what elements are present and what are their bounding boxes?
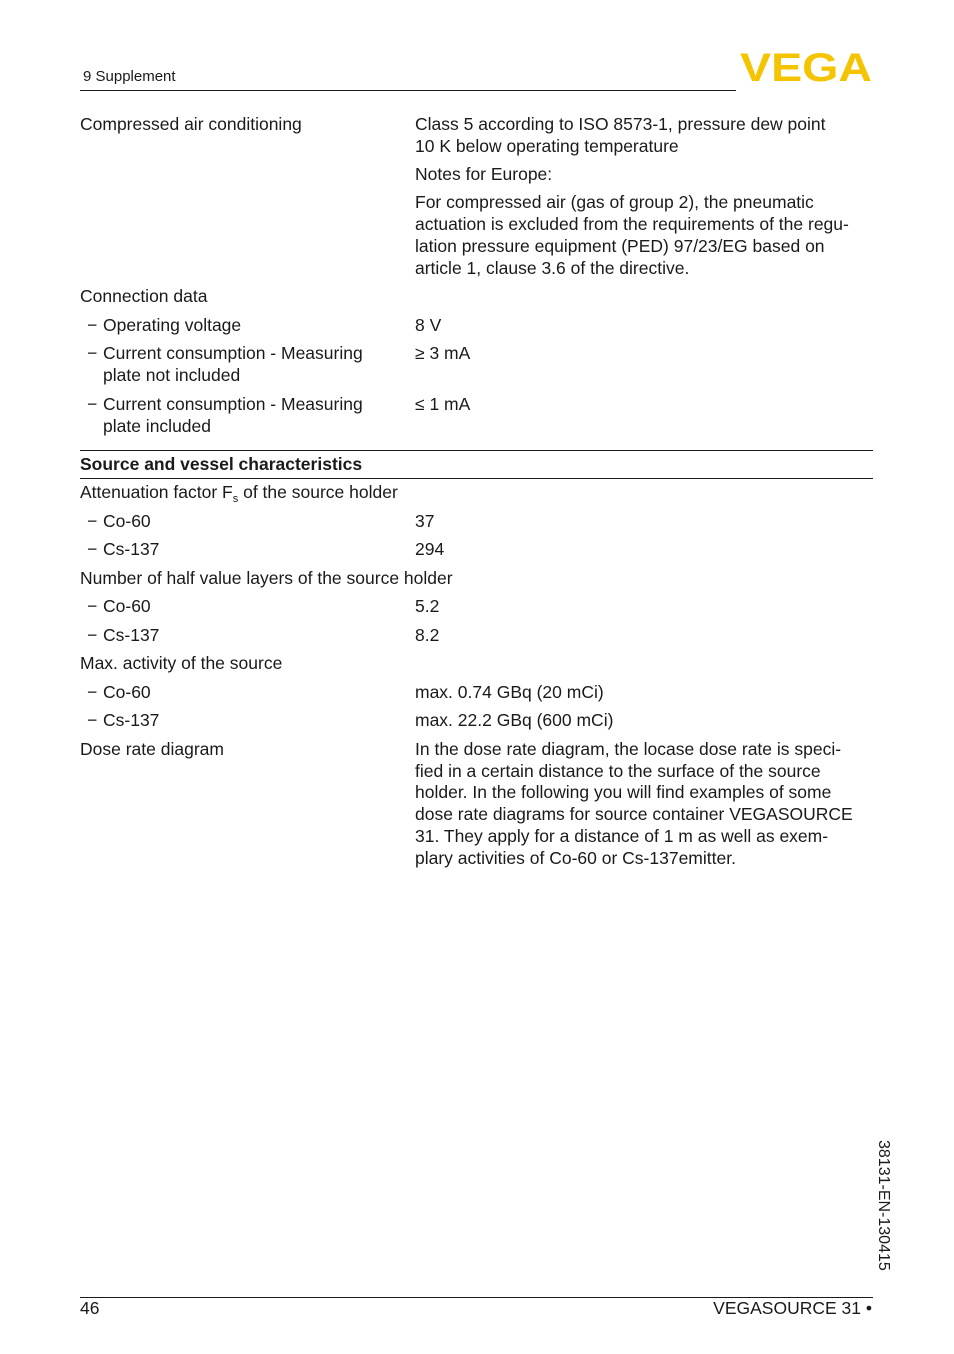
footer-product: VEGASOURCE 31 •: [713, 1298, 872, 1318]
dash: −: [87, 682, 98, 702]
row-value-line: 10 K below operating temperature: [415, 136, 679, 156]
sub-label-cs137: Cs-137: [103, 625, 160, 645]
sub-label-current-included: Current consumption - Measuring: [103, 394, 363, 414]
page-number: 46: [80, 1298, 100, 1318]
value-half-value-co60: 5.2: [415, 596, 440, 616]
header-rule: [80, 90, 736, 91]
sub-label-current-included: plate included: [103, 416, 211, 436]
row-label-dose-rate: Dose rate diagram: [80, 739, 224, 759]
svg-text:VEGA: VEGA: [740, 50, 872, 84]
dash: −: [87, 596, 98, 616]
dash: −: [87, 625, 98, 645]
value-attenuation-co60: 37: [415, 511, 435, 531]
value-current-not-included: ≥ 3 mA: [415, 343, 471, 363]
notes-line: article 1, clause 3.6 of the directive.: [415, 258, 690, 278]
value-max-activity-co60: max. 0.74 GBq (20 mCi): [415, 682, 604, 702]
notes-line: For compressed air (gas of group 2), the pneumatic: [415, 192, 814, 212]
notes-title: Notes for Europe:: [415, 164, 553, 184]
dash: −: [87, 315, 98, 335]
dose-rate-line: In the dose rate diagram, the locase dose rate is speci-: [415, 739, 842, 759]
row-label-half-value: Number of half value layers of the source holder: [80, 568, 453, 588]
notes-line: actuation is excluded from the requirements of the regu-: [415, 214, 849, 234]
dose-rate-line: dose rate diagrams for source container VEGASOURCE: [415, 804, 853, 824]
section-rule-top: [80, 450, 873, 451]
sub-label-co60: Co-60: [103, 511, 151, 531]
sub-label-cs137: Cs-137: [103, 710, 160, 730]
dose-rate-line: plary activities of Co-60 or Cs-137emitter.: [415, 848, 736, 868]
sub-label-co60: Co-60: [103, 682, 151, 702]
value-current-included: ≤ 1 mA: [415, 394, 471, 414]
row-label-attenuation: Attenuation factor $F_s$ of the source holder: [80, 482, 398, 505]
row-value-line: Class 5 according to ISO 8573-1, pressure dew point: [415, 114, 826, 134]
sub-label-current-not-included: plate not included: [103, 365, 241, 385]
section-rule-bottom: [80, 478, 873, 479]
dose-rate-line: fied in a certain distance to the surface of the source: [415, 761, 821, 781]
dash: −: [87, 710, 98, 730]
notes-line: lation pressure equipment (PED) 97/23/EG based on: [415, 236, 825, 256]
dose-rate-line: holder. In the following you will find examples of some: [415, 782, 832, 802]
dash: −: [87, 539, 98, 559]
sub-label-cs137: Cs-137: [103, 539, 160, 559]
value-attenuation-cs137: 294: [415, 539, 445, 559]
sub-label-current-not-included: Current consumption - Measuring: [103, 343, 363, 363]
value-operating-voltage: 8 V: [415, 315, 442, 335]
sub-label-co60: Co-60: [103, 596, 151, 616]
value-max-activity-cs137: max. 22.2 GBq (600 mCi): [415, 710, 614, 730]
dash: −: [87, 394, 98, 414]
section-header: 9 Supplement: [83, 68, 176, 85]
value-half-value-cs137: 8.2: [415, 625, 440, 645]
sub-label-operating-voltage: Operating voltage: [103, 315, 242, 335]
row-label-compressed-air: Compressed air conditioning: [80, 114, 302, 134]
row-label-max-activity: Max. activity of the source: [80, 653, 283, 673]
dose-rate-line: 31. They apply for a distance of 1 m as well as exem-: [415, 826, 829, 846]
section-title: Source and vessel characteristics: [80, 454, 363, 474]
row-label-connection: Connection data: [80, 286, 208, 306]
dash: −: [87, 343, 98, 363]
dash: −: [87, 511, 98, 531]
vega-logo: [740, 50, 874, 84]
document-code: 38131-EN-130415: [875, 1140, 892, 1271]
